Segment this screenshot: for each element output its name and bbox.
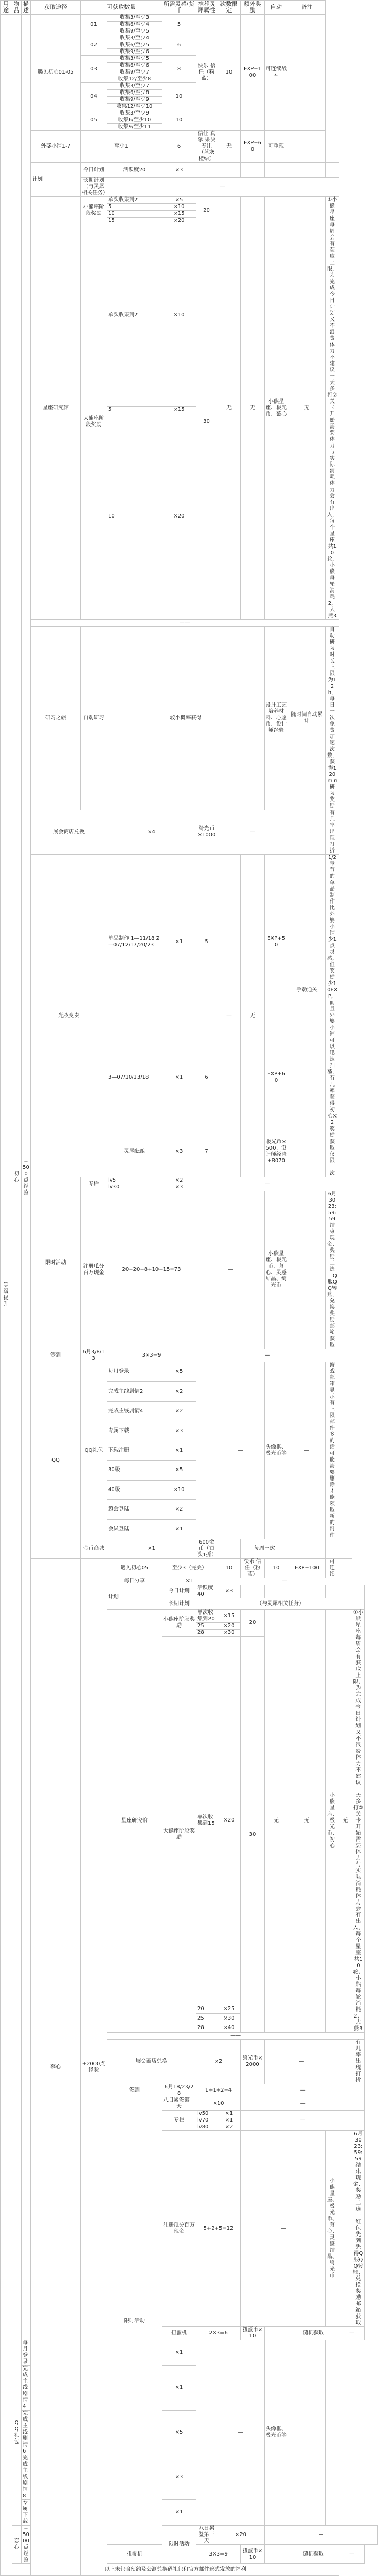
column-qty: ×1 (217, 2117, 241, 2124)
stage-row: 收集3/至少5 (107, 56, 162, 63)
shop-reward: EXP+60 (241, 131, 265, 163)
qq-cond: 专属下载 (107, 1421, 162, 1441)
encounter-muxin-attr: 快乐 信任（粉 蓝） (241, 1559, 265, 1578)
star-qty: ×15 (162, 406, 196, 413)
header-cost: 所需灵感/货币 (162, 1, 196, 15)
gacha-expr-3: 3×3=9 (196, 2545, 241, 2564)
daily-plan: 今日计划 (81, 163, 107, 178)
stage-row: 收集6/至少8 (107, 90, 162, 97)
qq-qty: ×10 (162, 1480, 196, 1499)
night-reward: 极光币×500、设计师经验+8070 (265, 1126, 288, 1177)
qq-qty: ×1 (162, 2340, 196, 2366)
star-qty: ×10 (162, 204, 196, 211)
qq-cond: 完成主线剧情4 (22, 2366, 31, 2411)
footer-note: 以上未包含预约及公测兑换码礼包和官方邮件形式发放的福利 (12, 2564, 339, 2576)
night-attr: — (217, 855, 241, 1177)
column-level: lv30 (107, 1184, 162, 1191)
header-item: 物品 (12, 1, 22, 15)
stage-cost: 10 (162, 110, 196, 131)
encounter-limit: 10 (217, 15, 241, 131)
stage-row: 收集3/至少4 (107, 35, 162, 42)
gacha-limit: 随机获取 (288, 2327, 339, 2340)
shop-auto: 可重现 (265, 131, 288, 163)
stage-row: 收集12/至少10 (107, 104, 162, 110)
register-dash: — (196, 1191, 265, 1349)
encounter-muxin-limit: 10 (265, 1559, 288, 1578)
column-qty: ×2 (162, 1177, 196, 1184)
exhibit-cost-2: 绮光币×2000 (241, 2040, 265, 2084)
qq-gift-2: QQ礼包 (12, 2340, 22, 2526)
qq-cond: 超会登陆 (107, 1500, 162, 1519)
night-cond: 单品制作 1—11/18 2—07/12/17/20/23 (107, 855, 162, 1029)
item-chuxin-desc: +500点经验 (22, 15, 31, 2340)
register-reward-2: 小熊星座、极光币、慕心、灵感结晶、绮光币 (326, 2131, 339, 2327)
star-cond: 10 (107, 413, 162, 620)
column-event: 专栏 (81, 1177, 107, 1191)
plan-label: 计划 (31, 163, 81, 197)
stage-row: 收集6/至少4 (107, 22, 162, 28)
exhibit-dash: — (217, 810, 288, 855)
signin-expr-2: 1+1+2=4 (196, 2084, 241, 2097)
register-event-2: 注册瓜分百万现金 (162, 2131, 196, 2327)
signin-dates-2: 6月18/23/28 (162, 2084, 196, 2097)
star-attr: 无 (217, 197, 241, 620)
qq-qty: ×2 (162, 1382, 196, 1401)
gacha-limit-3: 随机获取 (288, 2545, 339, 2564)
header-auto: 自动 (265, 1, 288, 15)
plan-label-2: 计划 (107, 1585, 162, 1610)
register-expr-2: 5+2+5=12 (196, 2131, 241, 2327)
star-note: ①小熊星座每周会有获取上限，为完成今日计划又不浪费体力不建议一天多打②关卡开始需要体力与实际消耗体力会有出入，每个星座共10轮，小熊每轮消耗2，大熊3 (326, 197, 339, 620)
stage-row: 收集9/至少6 (107, 49, 162, 56)
night-cost: 6 (196, 1029, 217, 1126)
encounter-muxin: 遇见初心05 (107, 1559, 162, 1578)
study-auto: 随时间自动累计 (288, 627, 326, 810)
small-bear-stage: 小熊座阶段奖励 (81, 197, 107, 224)
header-row (1, 1, 378, 15)
study-note: 自动研习时长上限为12h，每日一次免费加速次数，获得120min研习奖励 (326, 627, 339, 810)
star-limit-2: 无 (288, 1610, 326, 2033)
long-plan: 长期计划（与灵犀相关任务） (81, 178, 107, 197)
night-limit: 无 (241, 855, 265, 1177)
gold-qty: ×1 (107, 1539, 196, 1559)
stage-02: 02 (81, 35, 107, 56)
item-chuxin: 初心 (12, 15, 22, 2340)
qq-cond: 完成主线剧情4 (107, 1401, 162, 1421)
stage-row: 收集6/至少6 (107, 63, 162, 69)
study-reward: 设计工艺培养材料、心愿币、设计师经验 (265, 627, 288, 810)
daily-share-dash: — (217, 1578, 352, 1585)
star-cond: 单次收集到2 (107, 197, 162, 204)
stage-cost: 6 (162, 35, 196, 56)
night-cost: 5 (196, 855, 217, 1029)
gold-limit: 每周一次 (241, 1539, 288, 1559)
night-cond: 3—07/10/13/18 (107, 1029, 162, 1126)
encounter-muxin-amount: 至少3（完美） (162, 1559, 217, 1578)
header-source: 获取途径 (31, 1, 81, 15)
item-muxin: 慕心 (31, 1559, 81, 2576)
star-qty: ×20 (217, 1637, 241, 2004)
register-reward: 小熊星座、极光币、慕心、灵感结晶、绮光币 (265, 1191, 288, 1349)
gold-shop: 金币商城 (81, 1539, 107, 1559)
night-note: 1/2章节的单品制作比外婆小铺少1点灵感，但奖励少10EXP，而且外婆小铺可以迅速扫荡，有几率获得初心×2 (326, 855, 339, 1126)
encounter-muxin-auto: 可连续 (326, 1559, 339, 1578)
star-separator: —— (31, 620, 339, 627)
column-level: lv70 (196, 2117, 217, 2124)
signin-dash-2: — (241, 2084, 365, 2097)
item-lianxin-desc: +5000点经验 (22, 2526, 31, 2564)
star-reward-2: 小熊星座、极光币、初心 (326, 1610, 339, 2033)
qq-cond: 专属下载 (22, 2500, 31, 2526)
item-lianxin: 恋心 (12, 2526, 22, 2564)
daily-plan-qty: ×3 (162, 163, 196, 178)
header-reward: 额外奖励 (241, 1, 265, 15)
limited-label-2: 限时活动 (107, 2097, 162, 2545)
daily-share-qty: ×1 (162, 1578, 217, 1585)
big-bear-cost-2: 30 (241, 1637, 265, 2033)
qq-cond: 每月登录 (22, 2340, 31, 2366)
small-bear-cost: 20 (196, 197, 217, 224)
exhibit-note-2: 有几率出现打折 (352, 2040, 365, 2084)
signin-label-2: 签到 (107, 2084, 162, 2097)
qq-cond: 下载注册 (107, 1441, 162, 1460)
exhibit-qty: ×4 (107, 810, 196, 855)
star-cond: 5 (107, 406, 162, 413)
exhibit-note: 有几率出现打折 (326, 810, 339, 855)
star-qty: ×25 (217, 2004, 241, 2014)
eight-day-qty: ×10 (196, 2097, 241, 2111)
stage-cost: 10 (162, 83, 196, 110)
eight-day-qty-3: ×20 (217, 2526, 265, 2545)
star-label: 星座研究馆 (31, 197, 81, 620)
shop-note (288, 131, 326, 163)
eight-day-signin-3: 八日累签第三天 (196, 2526, 217, 2545)
small-bear-cost-2: 20 (241, 1610, 265, 1637)
star-qty: ×40 (217, 2023, 241, 2033)
encounter-reward: EXP+100 (241, 15, 265, 131)
star-cond: 28 (196, 2023, 217, 2033)
qq-cond: 30级 (107, 1461, 162, 1480)
night-cost: 7 (196, 1126, 217, 1177)
study-label: 研习之旅 (31, 627, 81, 810)
night-cond: 灵犀酝酿 (107, 1126, 162, 1177)
gacha-machine: 扭蛋机 (162, 2327, 196, 2340)
shop-name: 外婆小铺1-7 (31, 131, 81, 163)
star-cond: 15 (107, 218, 162, 224)
column-level: lv50 (196, 2111, 217, 2117)
star-qty: ×20 (217, 1623, 241, 1630)
register-expr: 20+20+8+10+15=73 (107, 1191, 196, 1349)
stage-row: 收集9/至少9 (107, 97, 162, 104)
stage-04: 04 (81, 83, 107, 110)
qq-qty: ×2 (162, 1500, 196, 1519)
night-reward: EXP+50 (265, 855, 288, 1029)
qq-qty: ×1 (162, 1519, 196, 1539)
encounter-chuxin: 遇见初心01-05 (31, 15, 81, 131)
stage-05: 05 (81, 110, 107, 131)
stage-row: 收集3/至少7 (107, 83, 162, 90)
limited-label: 限时活动 (31, 1177, 81, 1349)
eight-day-dash: — (241, 2097, 365, 2111)
star-reward: 小熊星座、极光币、慕心 (265, 197, 288, 620)
encounter-note (288, 15, 326, 131)
exhibit-shop: 展会商店兑换 (31, 810, 107, 855)
register-note: 6月30 23:59:59结束现金、奖励二选一Q服QQ转账，兑换奖励邮箱获取 (326, 1191, 339, 1349)
gacha-dash-3: — (339, 2545, 365, 2564)
stage-cost: 8 (162, 56, 196, 83)
shop-attr: 信任 真挚 果决 专注（蓝灰橙绿） (196, 131, 217, 163)
item-muxin-desc: +2000点经验 (81, 1559, 107, 2576)
gold-cost: 600金币（首次1折） (196, 1539, 217, 1559)
star-note-2: ①小熊星座每周会有获取上限，为完成今日计划又不浪费体力不建议一天多打②关卡开始需要体力与实际消耗体力会有出入，每个星座共10轮，小熊每轮消耗2，大熊3 (352, 1610, 365, 2033)
big-bear-cost: 30 (196, 224, 217, 620)
shop-amount: 至少1 (81, 131, 162, 163)
qq-dash-2: — (217, 2340, 265, 2526)
qq-qty: ×5 (162, 2411, 196, 2455)
qq-cond: 完成主线剧情6 (22, 2411, 31, 2455)
stage-row: 收集6/至少10 (107, 117, 162, 124)
star-auto: 无 (288, 197, 326, 620)
stage-03: 03 (81, 56, 107, 83)
header-amount: 可获取数量 (81, 1, 162, 15)
qq-cond: 完成主线剧情2 (107, 1382, 162, 1401)
star-label-2: 星座研究馆 (107, 1610, 162, 2033)
night-qty: ×1 (162, 855, 196, 1029)
qq-qty: ×2 (162, 1401, 196, 1421)
stage-row: 收集6/至少5 (107, 42, 162, 49)
stage-row: 收集3/至少3 (107, 15, 162, 22)
gacha-expr: 2×3=6 (196, 2327, 241, 2340)
header-attr: 推荐灵犀属性 (196, 1, 217, 15)
limited-label-3: 限时活动 (162, 2526, 196, 2564)
long-plan-2-text: （与灵犀相关任务） (196, 1598, 365, 1610)
register-event: 注册瓜分百万现金 (81, 1191, 107, 1349)
big-bear-stage-2: 大熊座阶段奖励 (162, 1637, 196, 2033)
night-auto: 手动通关 (288, 855, 326, 1126)
shop-limit: 无 (217, 131, 241, 163)
star-qty: ×15 (162, 211, 196, 218)
qq-cond: 完成主线剧情8 (22, 2455, 31, 2500)
column-dash-2: — (241, 2111, 365, 2131)
star-qty: ×15 (217, 1610, 241, 1623)
header-purpose: 用途 (1, 1, 12, 15)
eight-day-dash-3: — (265, 2526, 378, 2545)
shop-cost: 6 (162, 131, 196, 163)
star-cond: 5 (107, 204, 162, 211)
big-bear-stage: 大熊座阶段奖励 (81, 224, 107, 620)
star-qty: ×30 (217, 1630, 241, 1637)
signin-label: 签到 (31, 1349, 81, 1362)
study-text: 较小概率获得 (107, 627, 265, 810)
star-qty: ×10 (162, 224, 196, 407)
stage-row: 收集9/至少5 (107, 28, 162, 35)
night-reward: EXP+60 (265, 1029, 288, 1126)
gacha-cost-3: 扭蛋币×10 (241, 2545, 265, 2564)
star-attr-2: 无 (265, 1610, 288, 2033)
column-event-2: 专栏 (162, 2111, 196, 2131)
star-qty: ×5 (162, 197, 196, 204)
star-limit: 无 (241, 197, 265, 620)
daily-plan-2-cond: 活跃度40 (196, 1585, 217, 1598)
register-dash-2: — (241, 2131, 326, 2327)
stage-row: 收集12/至少8 (107, 76, 162, 83)
qq-qty: ×3 (162, 1421, 196, 1441)
column-level: lv80 (196, 2124, 217, 2131)
qq-qty: ×5 (162, 1461, 196, 1480)
stage-row: 收集9/至少11 (107, 124, 162, 131)
exhibit-qty-2: ×2 (196, 2040, 241, 2084)
signin-dates: 6月3/8/13 (81, 1349, 107, 1362)
star-separator-2: —— (107, 2033, 365, 2040)
encounter-auto: 可连续战斗 (265, 15, 288, 131)
encounter-attr: 快乐 信任（粉 蓝） (196, 15, 217, 131)
night-variation: 光夜变奏 (31, 855, 107, 1177)
qq-label: QQ (31, 1362, 81, 1559)
star-qty: ×20 (162, 413, 196, 620)
star-cond: 20 (196, 2004, 217, 2014)
qq-qty: ×1 (162, 2366, 196, 2411)
eight-day-signin: 八日累签第一天 (162, 2097, 196, 2111)
gacha-cost: 扭蛋币×10 (241, 2327, 265, 2340)
exhibit-shop-2: 展会商店兑换 (107, 2040, 196, 2084)
stage-cost: 5 (162, 15, 196, 35)
qq-gift: QQ礼包 (81, 1362, 107, 1539)
stage-01: 01 (81, 15, 107, 35)
daily-plan-cond: 活跃度20 (107, 163, 162, 178)
daily-plan-2-qty: ×3 (217, 1585, 241, 1598)
column-qty: ×3 (162, 1184, 196, 1191)
gacha-machine-3: 扭蛋机 (107, 2545, 162, 2564)
star-cond: 25 (196, 1623, 217, 1630)
column-dash: — (196, 1177, 339, 1191)
star-qty: ×30 (217, 2014, 241, 2023)
star-cond: 28 (196, 1630, 217, 1637)
qq-reward-2: 头像框、极光币等 (265, 2340, 288, 2526)
exhibit-cost: 绮光币×1000 (196, 810, 217, 855)
star-cond: 单次收集到20 (196, 1610, 217, 1623)
signin-expr: 3×3=9 (107, 1349, 196, 1362)
night-note2: 奖励获取仅限一次 (326, 1126, 339, 1177)
stage-row: 收集3/至少9 (107, 110, 162, 117)
qq-cond: 每月登录 (107, 1362, 162, 1382)
star-auto-2: 无 (339, 1610, 352, 2033)
signin-dash: — (196, 1349, 339, 1362)
column-level: lv5 (107, 1177, 162, 1184)
header-note: 备注 (288, 1, 326, 15)
column-qty: ×2 (217, 2124, 241, 2131)
stage-row: 收集9/至少7 (107, 69, 162, 76)
long-plan-2: 长期计划 (162, 1598, 196, 1610)
star-cond: 单次收集到15 (196, 1637, 217, 2004)
purpose-level-up: 等级提升 (1, 15, 12, 2576)
auto-study: 自动研习 (81, 627, 107, 810)
exhibit-dash-2: — (265, 2040, 339, 2084)
column-qty: ×1 (217, 2111, 241, 2117)
header-desc: 描述 (22, 1, 31, 15)
qq-qty: ×5 (162, 1362, 196, 1382)
qq-cond: 会员登陆 (107, 1519, 162, 1539)
star-cond: 10 (107, 211, 162, 218)
encounter-muxin-cost: 10 (217, 1559, 241, 1578)
star-cond: 25 (196, 2014, 217, 2023)
encounter-muxin-reward: EXP+100 (288, 1559, 326, 1578)
star-cond: 单次收集到2 (107, 224, 162, 407)
small-bear-stage-2: 小熊座阶段奖励 (162, 1610, 196, 1637)
daily-share: 每日分享 (107, 1578, 162, 1585)
qq-dash: — (217, 1362, 265, 1539)
qq-reward: 头像框、极光币等 (265, 1362, 288, 1539)
long-plan-dash: — (107, 178, 339, 197)
night-qty: ×3 (162, 1126, 196, 1177)
qq-qty: ×3 (162, 2455, 196, 2500)
qq-qty: ×1 (162, 2500, 196, 2526)
qq-note: 游戏邮箱显示有上限邮件多的话可能需要删除才能领取新的附件 (326, 1362, 339, 1539)
qq-cond: 40级 (107, 1480, 162, 1499)
star-qty: ×20 (162, 218, 196, 224)
register-note-2: 6月30 23:59:59结束现金、奖励二选一红包先到先得Q服QQ转账，兑换奖励邮箱获取 (352, 2131, 365, 2327)
gacha-dash: — (339, 2327, 365, 2340)
qq-qty: ×1 (162, 1441, 196, 1460)
qq-auto: — (288, 1362, 326, 1539)
daily-plan-2: 今日计划 (162, 1585, 196, 1598)
header-limit: 次数限定 (217, 1, 241, 15)
night-qty: ×1 (162, 1029, 196, 1126)
